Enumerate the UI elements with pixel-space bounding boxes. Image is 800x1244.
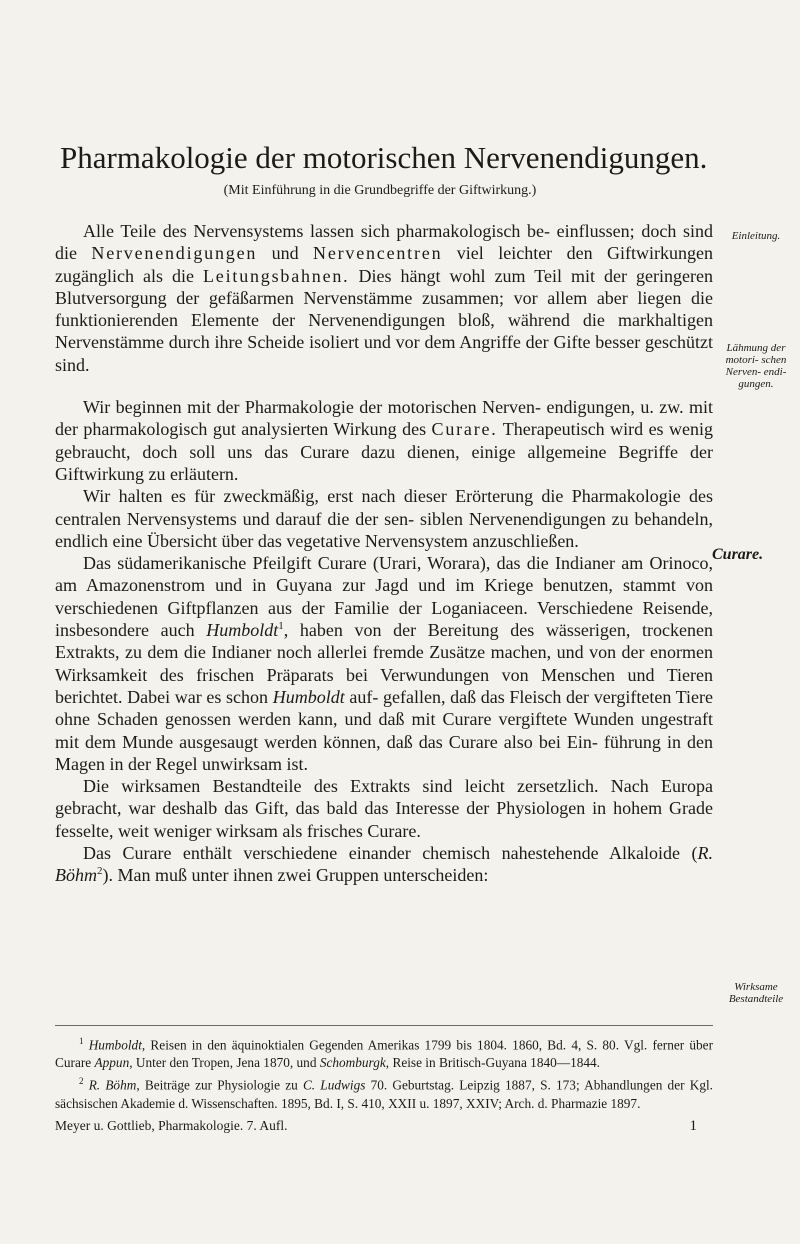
author-name: R. Böhm	[55, 843, 713, 886]
spaced-term: Nervenendigungen	[91, 243, 258, 264]
margin-note-laehmung: Lähmung der motori- schen Nerven- endi- gungen.	[725, 342, 787, 390]
text-run: , haben von der Bereitung des wässerigen, trockenen Extrakts, zu dem die Indianer noch allerlei fremde Zusätze machen, und von der enormen Wirksamkeit des frischen Präparats bei Verwundungen von Menschen und Tieren berichtet. Dabei war es schon	[55, 620, 714, 707]
text-run: , Unter den Tropen, Jena 1870, und	[129, 1055, 320, 1071]
author-name: Humboldt	[206, 620, 279, 641]
footnote-ref[interactable]: 1	[278, 620, 284, 633]
margin-note-wirksame: Wirksame Bestandteile	[728, 981, 784, 1005]
footnote-2	[55, 1072, 713, 1112]
text-run: Das südamerikanische Pfeilgift Curare (Urari, Worara), das die Indianer am Orinoco, am Amazonenstrom und in Guyana zur Jagd und im Kriege benutzen, stammt von verschiedenen Giftpflanzen aus der Familie der Loganiaceen. Verschiedene Reisende, insbesondere auch	[55, 553, 713, 641]
author-name: Humboldt	[88, 1037, 142, 1053]
author-name: Appun	[94, 1055, 130, 1071]
text-run: , Reisen in den äquinoktialen Gegenden Amerikas 1799 bis 1804. 1860, Bd. 4, S. 80. Vgl. ferner über Curare	[55, 1037, 714, 1071]
body-text	[55, 220, 713, 887]
spaced-term: Curare.	[431, 419, 498, 440]
margin-note-curare: Curare.	[712, 546, 764, 563]
author-name: Humboldt	[272, 686, 345, 707]
spaced-term: Nervencentren	[313, 243, 443, 264]
paragraph-5: Die wirksamen Bestandteile des Extrakts sind leicht zersetzlich. Nach Europa gebracht, war deshalb das Gift, das bald das Interesse der Physiologen in hohem Grade fesselte, weit weniger wirksam als frisches Curare.	[55, 776, 713, 841]
paragraph-6	[55, 842, 713, 887]
text-run: Wir beginnen mit der Pharmakologie der motorischen Nerven- endigungen, u. zw. mit der pharmakologisch gut analysierten Wirkung des	[55, 397, 713, 440]
text-run: , Reise in Britisch-Guyana 1840—1844.	[385, 1055, 600, 1071]
text-run: Dies hängt wohl zum Teil mit der geringeren Blutversorgung der gefäßarmen Nervenstämme zusammen; vor allem aber liegen die funktionierenden Elemente der Nervenendigungen bloß, während die markhaltigen Nervenstämme durch ihre Scheide isoliert und vor dem Angriffe der Gifte besser geschützt sind.	[55, 265, 713, 375]
footnote-number: 1	[79, 1036, 84, 1046]
book-imprint: Meyer u. Gottlieb, Pharmakologie. 7. Aufl.	[55, 1118, 288, 1133]
footnotes	[55, 1032, 713, 1113]
page-footer	[55, 1118, 713, 1135]
paragraph-1	[55, 220, 713, 376]
footnote-1	[55, 1032, 713, 1072]
paragraph-3: Wir halten es für zweckmäßig, erst nach dieser Erörterung die Pharmakologie des centralen Nervensystems und darauf die der sen- siblen Nervenendigungen zu behandeln, endlich eine Übersicht über das vegetative Nervensystem anzuschließen.	[55, 486, 713, 551]
text-run: Das Curare enthält verschiedene einander chemisch nahestehende Alkaloide (	[83, 843, 698, 864]
paragraph-4	[55, 552, 713, 775]
text-run: und	[257, 243, 314, 264]
author-name: Schomburgk	[319, 1055, 386, 1071]
spaced-term: Leitungsbahnen.	[203, 265, 350, 286]
chapter-subtitle: (Mit Einführung in die Grundbegriffe der Giftwirkung.)	[223, 183, 537, 198]
footnote-divider	[55, 1025, 713, 1026]
text-run: Therapeutisch wird es wenig gebraucht, doch soll uns das Curare dazu dienen, einige allgemeine Begriffe der Giftwirkung zu erläutern.	[55, 419, 713, 484]
chapter-title: Pharmakologie der motorischen Nervenendigungen.	[60, 140, 708, 175]
text-run: viel leichter den Giftwirkungen zugänglich als die	[55, 243, 713, 286]
margin-note-einleitung: Einleitung.	[731, 230, 781, 242]
text-run: , Beiträge zur Physiologie zu	[136, 1077, 303, 1093]
author-name: C. Ludwigs	[302, 1077, 366, 1093]
author-name: R. Böhm	[88, 1077, 137, 1093]
footnote-ref[interactable]: 2	[97, 865, 103, 878]
paragraph-2	[55, 396, 713, 485]
text-run: Alle Teile des Nervensystems lassen sich pharmakologisch be- einflussen; doch sind die	[55, 221, 713, 264]
page-number: 1	[689, 1118, 697, 1134]
footnote-number: 2	[79, 1076, 84, 1087]
text-run: auf- gefallen, daß das Fleisch der vergifteten Tiere ohne Schaden genossen werden kann, und daß mit Curare vergiftete Wunden ungestraft mit dem Munde ausgesaugt werden können, daß das Curare also bei Ein- führung in den Magen in der Regel unwirksam ist.	[55, 686, 713, 774]
text-run: ). Man muß unter ihnen zwei Gruppen unterscheiden:	[102, 865, 489, 886]
text-run: 70. Geburtstag. Leipzig 1887, S. 173; Abhandlungen der Kgl. sächsischen Akademie d. Wissenschaften. 1895, Bd. I, S. 410, XXII u. 1897, XXIV; Arch. d. Pharmazie 1897.	[55, 1077, 713, 1111]
